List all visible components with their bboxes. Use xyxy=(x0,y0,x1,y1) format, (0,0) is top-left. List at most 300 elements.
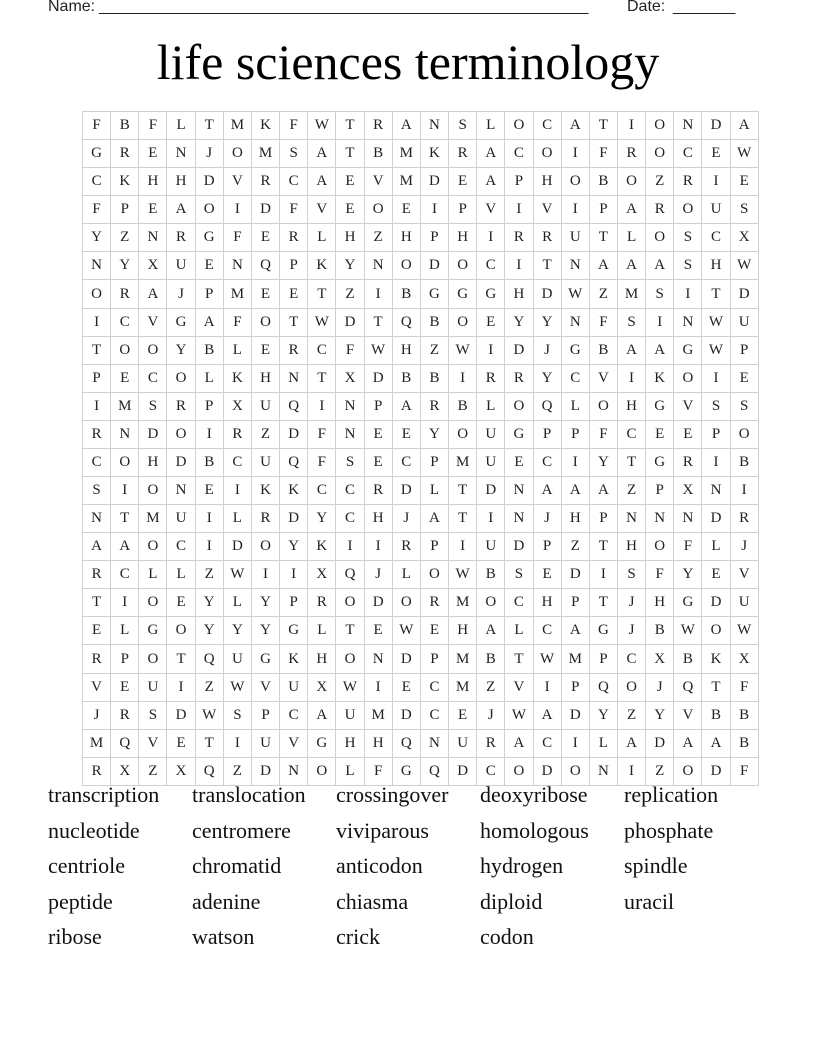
grid-cell[interactable]: Q xyxy=(195,757,223,785)
grid-cell[interactable]: F xyxy=(308,420,336,448)
grid-cell[interactable]: S xyxy=(617,308,645,336)
grid-cell[interactable]: U xyxy=(477,533,505,561)
grid-cell[interactable]: V xyxy=(533,196,561,224)
grid-cell[interactable]: E xyxy=(167,729,195,757)
grid-cell[interactable]: U xyxy=(561,224,589,252)
grid-cell[interactable]: I xyxy=(420,196,448,224)
grid-cell[interactable]: E xyxy=(280,280,308,308)
grid-cell[interactable]: J xyxy=(646,673,674,701)
grid-cell[interactable]: O xyxy=(646,224,674,252)
grid-cell[interactable]: P xyxy=(420,533,448,561)
grid-cell[interactable]: H xyxy=(392,224,420,252)
grid-cell[interactable]: H xyxy=(308,645,336,673)
grid-cell[interactable]: S xyxy=(336,448,364,476)
grid-cell[interactable]: B xyxy=(589,168,617,196)
grid-cell[interactable]: G xyxy=(561,336,589,364)
grid-cell[interactable]: O xyxy=(83,280,111,308)
grid-cell[interactable]: V xyxy=(83,673,111,701)
grid-cell[interactable]: N xyxy=(674,308,702,336)
grid-cell[interactable]: N xyxy=(139,224,167,252)
grid-cell[interactable]: B xyxy=(449,392,477,420)
grid-cell[interactable]: W xyxy=(505,701,533,729)
grid-cell[interactable]: R xyxy=(223,420,251,448)
grid-cell[interactable]: O xyxy=(449,308,477,336)
grid-cell[interactable]: V xyxy=(280,729,308,757)
grid-cell[interactable]: L xyxy=(308,224,336,252)
grid-cell[interactable]: A xyxy=(646,336,674,364)
grid-cell[interactable]: U xyxy=(139,673,167,701)
grid-cell[interactable]: Z xyxy=(477,673,505,701)
grid-cell[interactable]: L xyxy=(392,561,420,589)
grid-cell[interactable]: U xyxy=(167,505,195,533)
grid-cell[interactable]: S xyxy=(280,140,308,168)
grid-cell[interactable]: X xyxy=(646,645,674,673)
grid-cell[interactable]: M xyxy=(251,140,279,168)
grid-cell[interactable]: T xyxy=(533,252,561,280)
grid-cell[interactable]: T xyxy=(195,112,223,140)
grid-cell[interactable]: D xyxy=(702,505,730,533)
grid-cell[interactable]: Y xyxy=(251,589,279,617)
grid-cell[interactable]: R xyxy=(83,645,111,673)
grid-cell[interactable]: H xyxy=(646,589,674,617)
grid-cell[interactable]: S xyxy=(646,280,674,308)
grid-cell[interactable]: G xyxy=(646,448,674,476)
grid-cell[interactable]: R xyxy=(646,196,674,224)
grid-cell[interactable]: C xyxy=(83,168,111,196)
grid-cell[interactable]: R xyxy=(392,533,420,561)
grid-cell[interactable]: C xyxy=(336,505,364,533)
grid-cell[interactable]: I xyxy=(195,533,223,561)
grid-cell[interactable]: A xyxy=(533,477,561,505)
grid-cell[interactable]: E xyxy=(730,168,758,196)
grid-cell[interactable]: I xyxy=(223,477,251,505)
grid-cell[interactable]: L xyxy=(111,617,139,645)
grid-cell[interactable]: O xyxy=(195,196,223,224)
grid-cell[interactable]: W xyxy=(730,140,758,168)
grid-cell[interactable]: Y xyxy=(533,308,561,336)
grid-cell[interactable]: A xyxy=(561,112,589,140)
grid-cell[interactable]: R xyxy=(617,140,645,168)
grid-cell[interactable]: I xyxy=(449,533,477,561)
grid-cell[interactable]: F xyxy=(139,112,167,140)
grid-cell[interactable]: O xyxy=(449,252,477,280)
grid-cell[interactable]: R xyxy=(280,336,308,364)
grid-cell[interactable]: F xyxy=(83,196,111,224)
grid-cell[interactable]: D xyxy=(420,168,448,196)
grid-cell[interactable]: G xyxy=(167,308,195,336)
grid-cell[interactable]: D xyxy=(449,757,477,785)
grid-cell[interactable]: A xyxy=(617,336,645,364)
grid-cell[interactable]: E xyxy=(533,561,561,589)
grid-cell[interactable]: E xyxy=(392,420,420,448)
grid-cell[interactable]: E xyxy=(646,420,674,448)
grid-cell[interactable]: D xyxy=(392,477,420,505)
grid-cell[interactable]: Z xyxy=(251,420,279,448)
grid-cell[interactable]: G xyxy=(308,729,336,757)
grid-cell[interactable]: G xyxy=(449,280,477,308)
grid-cell[interactable]: H xyxy=(139,448,167,476)
grid-cell[interactable]: I xyxy=(702,168,730,196)
grid-cell[interactable]: X xyxy=(139,252,167,280)
grid-cell[interactable]: W xyxy=(561,280,589,308)
grid-cell[interactable]: W xyxy=(449,336,477,364)
grid-cell[interactable]: M xyxy=(111,392,139,420)
grid-cell[interactable]: G xyxy=(674,589,702,617)
grid-cell[interactable]: P xyxy=(730,336,758,364)
grid-cell[interactable]: L xyxy=(477,112,505,140)
grid-cell[interactable]: O xyxy=(505,112,533,140)
grid-cell[interactable]: X xyxy=(730,645,758,673)
grid-cell[interactable]: D xyxy=(392,701,420,729)
grid-cell[interactable]: D xyxy=(505,336,533,364)
grid-cell[interactable]: K xyxy=(111,168,139,196)
grid-cell[interactable]: L xyxy=(223,336,251,364)
grid-cell[interactable]: C xyxy=(280,168,308,196)
grid-cell[interactable]: R xyxy=(730,505,758,533)
grid-cell[interactable]: P xyxy=(111,196,139,224)
grid-cell[interactable]: K xyxy=(251,112,279,140)
grid-cell[interactable]: D xyxy=(477,477,505,505)
grid-cell[interactable]: P xyxy=(589,196,617,224)
grid-cell[interactable]: H xyxy=(561,505,589,533)
grid-cell[interactable]: E xyxy=(195,477,223,505)
grid-cell[interactable]: S xyxy=(449,112,477,140)
grid-cell[interactable]: W xyxy=(533,645,561,673)
grid-cell[interactable]: T xyxy=(364,308,392,336)
grid-cell[interactable]: M xyxy=(392,140,420,168)
grid-cell[interactable]: D xyxy=(139,420,167,448)
grid-cell[interactable]: A xyxy=(477,140,505,168)
grid-cell[interactable]: T xyxy=(308,364,336,392)
grid-cell[interactable]: C xyxy=(392,448,420,476)
grid-cell[interactable]: E xyxy=(449,701,477,729)
date-field[interactable]: _______ xyxy=(673,0,736,15)
grid-cell[interactable]: Y xyxy=(251,617,279,645)
grid-cell[interactable]: V xyxy=(674,392,702,420)
grid-cell[interactable]: P xyxy=(533,420,561,448)
grid-cell[interactable]: F xyxy=(364,757,392,785)
grid-cell[interactable]: D xyxy=(167,448,195,476)
grid-cell[interactable]: J xyxy=(730,533,758,561)
grid-cell[interactable]: Q xyxy=(589,673,617,701)
grid-cell[interactable]: A xyxy=(561,617,589,645)
grid-cell[interactable]: D xyxy=(251,196,279,224)
grid-cell[interactable]: N xyxy=(280,757,308,785)
grid-cell[interactable]: T xyxy=(83,589,111,617)
grid-cell[interactable]: R xyxy=(83,757,111,785)
grid-cell[interactable]: P xyxy=(420,645,448,673)
grid-cell[interactable]: T xyxy=(308,280,336,308)
grid-cell[interactable]: A xyxy=(617,729,645,757)
grid-cell[interactable]: H xyxy=(449,224,477,252)
grid-cell[interactable]: U xyxy=(336,701,364,729)
grid-cell[interactable]: C xyxy=(617,420,645,448)
grid-cell[interactable]: T xyxy=(589,112,617,140)
grid-cell[interactable]: A xyxy=(589,477,617,505)
grid-cell[interactable]: U xyxy=(167,252,195,280)
grid-cell[interactable]: E xyxy=(420,617,448,645)
grid-cell[interactable]: I xyxy=(195,420,223,448)
grid-cell[interactable]: D xyxy=(195,168,223,196)
grid-cell[interactable]: I xyxy=(617,364,645,392)
grid-cell[interactable]: B xyxy=(392,364,420,392)
grid-cell[interactable]: S xyxy=(702,392,730,420)
grid-cell[interactable]: Q xyxy=(195,645,223,673)
grid-cell[interactable]: O xyxy=(533,140,561,168)
grid-cell[interactable]: E xyxy=(83,617,111,645)
grid-cell[interactable]: R xyxy=(308,589,336,617)
grid-cell[interactable]: I xyxy=(111,589,139,617)
grid-cell[interactable]: N xyxy=(364,252,392,280)
grid-cell[interactable]: V xyxy=(505,673,533,701)
grid-cell[interactable]: A xyxy=(674,729,702,757)
grid-cell[interactable]: N xyxy=(336,420,364,448)
grid-cell[interactable]: I xyxy=(505,252,533,280)
grid-cell[interactable]: R xyxy=(477,729,505,757)
grid-cell[interactable]: C xyxy=(477,252,505,280)
grid-cell[interactable]: P xyxy=(589,505,617,533)
grid-cell[interactable]: O xyxy=(561,757,589,785)
grid-cell[interactable]: O xyxy=(477,589,505,617)
grid-cell[interactable]: D xyxy=(646,729,674,757)
grid-cell[interactable]: W xyxy=(702,336,730,364)
grid-cell[interactable]: A xyxy=(477,168,505,196)
grid-cell[interactable]: B xyxy=(477,645,505,673)
grid-cell[interactable]: U xyxy=(251,729,279,757)
grid-cell[interactable]: R xyxy=(111,701,139,729)
grid-cell[interactable]: Q xyxy=(420,757,448,785)
grid-cell[interactable]: N xyxy=(561,252,589,280)
grid-cell[interactable]: N xyxy=(111,420,139,448)
grid-cell[interactable]: I xyxy=(364,673,392,701)
grid-cell[interactable]: I xyxy=(730,477,758,505)
grid-cell[interactable]: B xyxy=(730,729,758,757)
grid-cell[interactable]: U xyxy=(251,448,279,476)
grid-cell[interactable]: P xyxy=(364,392,392,420)
grid-cell[interactable]: A xyxy=(111,533,139,561)
grid-cell[interactable]: E xyxy=(139,140,167,168)
grid-cell[interactable]: E xyxy=(364,617,392,645)
grid-cell[interactable]: I xyxy=(702,364,730,392)
grid-cell[interactable]: M xyxy=(561,645,589,673)
grid-cell[interactable]: O xyxy=(674,196,702,224)
grid-cell[interactable]: M xyxy=(364,701,392,729)
grid-cell[interactable]: H xyxy=(449,617,477,645)
grid-cell[interactable]: X xyxy=(223,392,251,420)
grid-cell[interactable]: W xyxy=(674,617,702,645)
grid-cell[interactable]: C xyxy=(674,140,702,168)
grid-cell[interactable]: V xyxy=(139,308,167,336)
grid-cell[interactable]: I xyxy=(561,448,589,476)
grid-cell[interactable]: M xyxy=(449,448,477,476)
grid-cell[interactable]: J xyxy=(195,140,223,168)
grid-cell[interactable]: B xyxy=(477,561,505,589)
grid-cell[interactable]: W xyxy=(308,308,336,336)
grid-cell[interactable]: A xyxy=(617,252,645,280)
grid-cell[interactable]: R xyxy=(533,224,561,252)
grid-cell[interactable]: U xyxy=(223,645,251,673)
grid-cell[interactable]: T xyxy=(336,617,364,645)
grid-cell[interactable]: Q xyxy=(392,308,420,336)
grid-cell[interactable]: O xyxy=(505,392,533,420)
grid-cell[interactable]: U xyxy=(702,196,730,224)
grid-cell[interactable]: P xyxy=(420,448,448,476)
grid-cell[interactable]: E xyxy=(702,561,730,589)
grid-cell[interactable]: D xyxy=(702,757,730,785)
grid-cell[interactable]: P xyxy=(280,589,308,617)
grid-cell[interactable]: F xyxy=(83,112,111,140)
grid-cell[interactable]: O xyxy=(111,448,139,476)
grid-cell[interactable]: A xyxy=(730,112,758,140)
grid-cell[interactable]: I xyxy=(617,757,645,785)
grid-cell[interactable]: H xyxy=(392,336,420,364)
grid-cell[interactable]: P xyxy=(561,420,589,448)
grid-cell[interactable]: D xyxy=(364,589,392,617)
grid-cell[interactable]: B xyxy=(420,364,448,392)
grid-cell[interactable]: Z xyxy=(364,224,392,252)
grid-cell[interactable]: U xyxy=(280,673,308,701)
grid-cell[interactable]: J xyxy=(477,701,505,729)
grid-cell[interactable]: I xyxy=(308,392,336,420)
grid-cell[interactable]: T xyxy=(111,505,139,533)
grid-cell[interactable]: A xyxy=(308,701,336,729)
grid-cell[interactable]: Z xyxy=(111,224,139,252)
grid-cell[interactable]: I xyxy=(336,533,364,561)
grid-cell[interactable]: A xyxy=(533,701,561,729)
grid-cell[interactable]: W xyxy=(195,701,223,729)
grid-cell[interactable]: T xyxy=(280,308,308,336)
grid-cell[interactable]: X xyxy=(308,561,336,589)
grid-cell[interactable]: E xyxy=(674,420,702,448)
grid-cell[interactable]: E xyxy=(167,589,195,617)
grid-cell[interactable]: X xyxy=(167,757,195,785)
grid-cell[interactable]: R xyxy=(364,477,392,505)
grid-cell[interactable]: C xyxy=(561,364,589,392)
grid-cell[interactable]: H xyxy=(336,224,364,252)
grid-cell[interactable]: F xyxy=(730,673,758,701)
grid-cell[interactable]: A xyxy=(392,112,420,140)
grid-cell[interactable]: G xyxy=(505,420,533,448)
grid-cell[interactable]: I xyxy=(251,561,279,589)
grid-cell[interactable]: E xyxy=(477,308,505,336)
grid-cell[interactable]: N xyxy=(336,392,364,420)
grid-cell[interactable]: I xyxy=(561,196,589,224)
grid-cell[interactable]: I xyxy=(477,336,505,364)
grid-cell[interactable]: G xyxy=(420,280,448,308)
grid-cell[interactable]: P xyxy=(533,533,561,561)
grid-cell[interactable]: C xyxy=(533,729,561,757)
grid-cell[interactable]: S xyxy=(730,392,758,420)
grid-cell[interactable]: N xyxy=(364,645,392,673)
grid-cell[interactable]: B xyxy=(589,336,617,364)
grid-cell[interactable]: O xyxy=(167,364,195,392)
grid-cell[interactable]: I xyxy=(223,196,251,224)
grid-cell[interactable]: G xyxy=(139,617,167,645)
grid-cell[interactable]: S xyxy=(139,701,167,729)
grid-cell[interactable]: E xyxy=(364,420,392,448)
grid-cell[interactable]: C xyxy=(223,448,251,476)
grid-cell[interactable]: P xyxy=(251,701,279,729)
grid-cell[interactable]: C xyxy=(167,533,195,561)
grid-cell[interactable]: P xyxy=(195,280,223,308)
grid-cell[interactable]: W xyxy=(730,252,758,280)
grid-cell[interactable]: O xyxy=(449,420,477,448)
grid-cell[interactable]: Z xyxy=(195,673,223,701)
grid-cell[interactable]: R xyxy=(420,589,448,617)
grid-cell[interactable]: J xyxy=(392,505,420,533)
grid-cell[interactable]: X xyxy=(308,673,336,701)
grid-cell[interactable]: Z xyxy=(561,533,589,561)
grid-cell[interactable]: P xyxy=(280,252,308,280)
grid-cell[interactable]: G xyxy=(674,336,702,364)
grid-cell[interactable]: P xyxy=(561,589,589,617)
grid-cell[interactable]: K xyxy=(308,252,336,280)
grid-cell[interactable]: P xyxy=(646,477,674,505)
grid-cell[interactable]: T xyxy=(589,589,617,617)
grid-cell[interactable]: R xyxy=(167,224,195,252)
grid-cell[interactable]: O xyxy=(223,140,251,168)
grid-cell[interactable]: A xyxy=(646,252,674,280)
grid-cell[interactable]: W xyxy=(702,308,730,336)
grid-cell[interactable]: T xyxy=(449,505,477,533)
grid-cell[interactable]: M xyxy=(139,505,167,533)
grid-cell[interactable]: Y xyxy=(308,505,336,533)
grid-cell[interactable]: O xyxy=(336,589,364,617)
grid-cell[interactable]: N xyxy=(702,477,730,505)
grid-cell[interactable]: O xyxy=(561,168,589,196)
grid-cell[interactable]: K xyxy=(308,533,336,561)
grid-cell[interactable]: E xyxy=(111,673,139,701)
grid-cell[interactable]: D xyxy=(336,308,364,336)
grid-cell[interactable]: G xyxy=(280,617,308,645)
grid-cell[interactable]: N xyxy=(223,252,251,280)
grid-cell[interactable]: Y xyxy=(111,252,139,280)
grid-cell[interactable]: O xyxy=(589,392,617,420)
grid-cell[interactable]: H xyxy=(702,252,730,280)
grid-cell[interactable]: G xyxy=(477,280,505,308)
grid-cell[interactable]: O xyxy=(139,477,167,505)
grid-cell[interactable]: I xyxy=(646,308,674,336)
grid-cell[interactable]: W xyxy=(336,673,364,701)
grid-cell[interactable]: Q xyxy=(674,673,702,701)
grid-cell[interactable]: D xyxy=(251,757,279,785)
grid-cell[interactable]: H xyxy=(336,729,364,757)
grid-cell[interactable]: A xyxy=(561,477,589,505)
grid-cell[interactable]: L xyxy=(195,364,223,392)
grid-cell[interactable]: W xyxy=(730,617,758,645)
grid-cell[interactable]: C xyxy=(533,617,561,645)
grid-cell[interactable]: A xyxy=(420,505,448,533)
grid-cell[interactable]: E xyxy=(336,196,364,224)
grid-cell[interactable]: A xyxy=(308,140,336,168)
grid-cell[interactable]: I xyxy=(561,140,589,168)
grid-cell[interactable]: B xyxy=(702,701,730,729)
grid-cell[interactable]: I xyxy=(111,477,139,505)
grid-cell[interactable]: M xyxy=(83,729,111,757)
grid-cell[interactable]: O xyxy=(674,757,702,785)
grid-cell[interactable]: T xyxy=(167,645,195,673)
grid-cell[interactable]: B xyxy=(195,336,223,364)
grid-cell[interactable]: I xyxy=(449,364,477,392)
grid-cell[interactable]: Y xyxy=(195,589,223,617)
grid-cell[interactable]: O xyxy=(139,533,167,561)
grid-cell[interactable]: S xyxy=(83,477,111,505)
grid-cell[interactable]: S xyxy=(139,392,167,420)
grid-cell[interactable]: C xyxy=(420,673,448,701)
grid-cell[interactable]: S xyxy=(730,196,758,224)
grid-cell[interactable]: L xyxy=(420,477,448,505)
grid-cell[interactable]: K xyxy=(646,364,674,392)
